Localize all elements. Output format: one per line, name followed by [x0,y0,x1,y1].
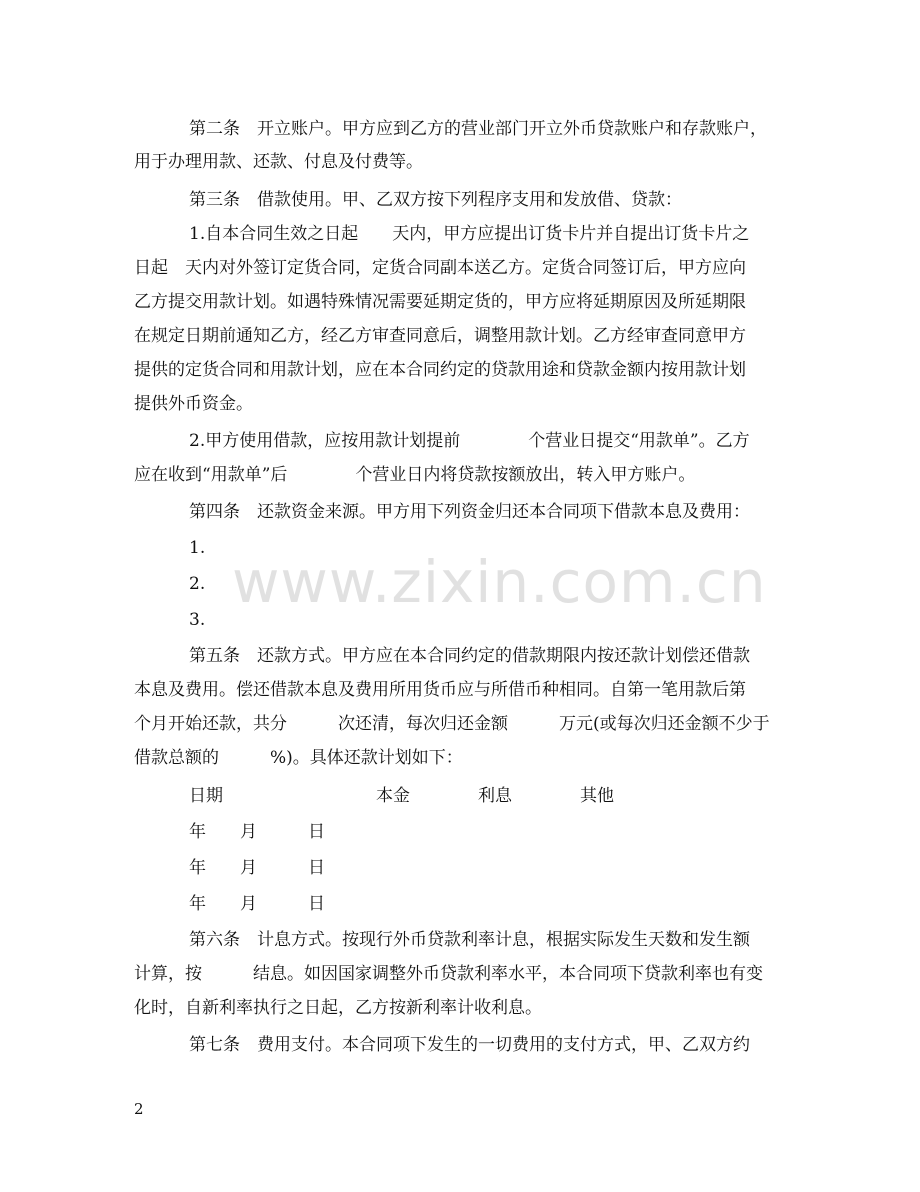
text-line: 第七条 费用支付。本合同项下发生的一切费用的支付方式，甲、乙双方约 [189,1035,750,1055]
text-line: 第四条 还款资金来源。甲方用下列资金归还本合同项下借款本息及费用： [189,502,750,522]
text-line: 提供外币资金。 [134,394,253,414]
repayment-table-header: 日期 本金 利息 其他 [189,786,614,806]
repayment-table-row: 年 月 日 [189,894,325,914]
text-line: 2.甲方使用借款，应按用款计划提前 个营业日提交“用款单”。乙方 [189,431,750,451]
text-line: 乙方提交用款计划。如遇特殊情况需要延期定货的，甲方应将延期原因及所延期限 [134,292,746,312]
list-item: 2. [189,574,206,594]
text-line: 1.自本合同生效之日起 天内，甲方应提出订货卡片并自提出订货卡片之 [189,224,750,244]
list-item: 3. [189,610,206,630]
text-line: 化时，自新利率执行之日起，乙方按新利率计收利息。 [134,998,542,1018]
watermark: www.zixin.com.cn [232,548,767,616]
repayment-table-row: 年 月 日 [189,858,325,878]
text-line: 第二条 开立账户。甲方应到乙方的营业部门开立外币贷款账户和存款账户， [189,119,767,139]
list-item: 1. [189,538,206,558]
text-line: 借款总额的 %)。具体还款计划如下： [134,748,463,768]
text-line: 本息及费用。偿还借款本息及费用所用货币应与所借币种相同。自第一笔用款后第 [134,680,746,700]
text-line: 个月开始还款，共分 次还清，每次归还金额 万元(或每次归还金额不少于 [134,714,770,734]
text-line: 日起 天内对外签订定货合同，定货合同副本送乙方。定货合同签订后，甲方应向 [134,258,746,278]
text-line: 应在收到“用款单”后 个营业日内将贷款按额放出，转入甲方账户。 [134,465,696,485]
text-line: 第五条 还款方式。甲方应在本合同约定的借款期限内按还款计划偿还借款 [189,646,750,666]
text-line: 用于办理用款、还款、付息及付费等。 [134,152,423,172]
text-line: 第六条 计息方式。按现行外币贷款利率计息，根据实际发生天数和发生额 [189,930,750,950]
text-line: 在规定日期前通知乙方，经乙方审查同意后，调整用款计划。乙方经审查同意甲方 [134,326,746,346]
text-line: 计算，按 结息。如因国家调整外币贷款利率水平，本合同项下贷款利率也有变 [134,964,763,984]
text-line: 提供的定货合同和用款计划，应在本合同约定的贷款用途和贷款金额内按用款计划 [134,360,746,380]
repayment-table-row: 年 月 日 [189,822,325,842]
page-number: 2 [134,1100,144,1118]
text-line: 第三条 借款使用。甲、乙双方按下列程序支用和发放借、贷款： [189,190,682,210]
